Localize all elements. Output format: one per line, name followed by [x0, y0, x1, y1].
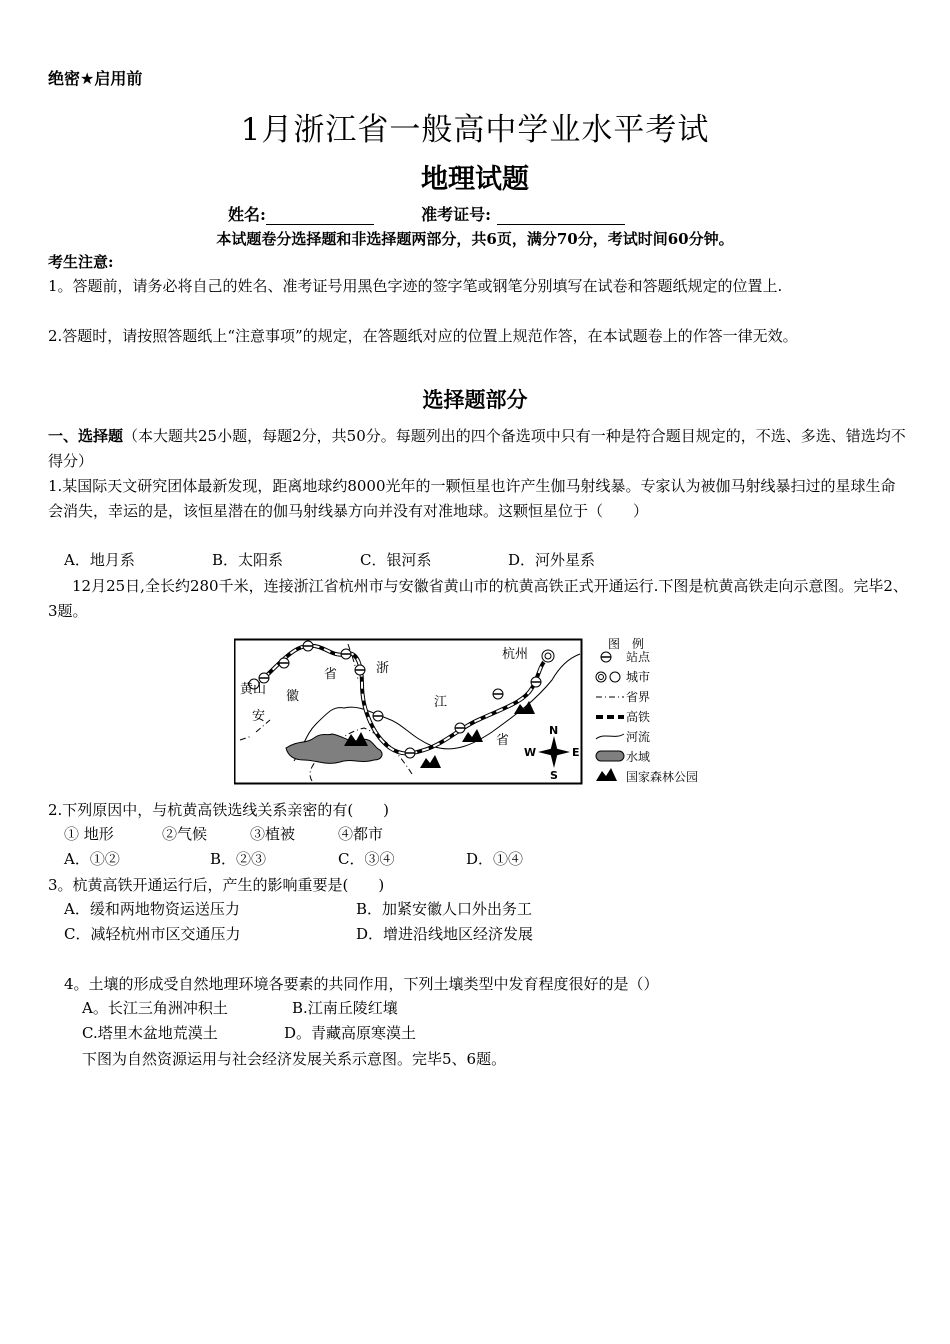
- q3-option-c: C．减轻杭州市区交通压力: [64, 925, 241, 943]
- q3-option-b: B．加紧安徽人口外出务工: [356, 900, 533, 918]
- q1-option-a: A．地月系: [64, 551, 135, 569]
- q1-option-c: C．银河系: [360, 551, 432, 569]
- map-legend: [596, 636, 698, 784]
- exam-title: 1月浙江省一般高中学业水平考试: [240, 112, 710, 148]
- label-zhe: 浙: [376, 661, 390, 676]
- q2-item-4: ④都市: [338, 825, 384, 843]
- question-2: 2.下列原因中，与杭黄高铁选线关系亲密的有( ): [48, 801, 390, 819]
- label-huangshan: 黄山: [240, 682, 267, 697]
- q2-item-3: ③植被: [250, 825, 296, 843]
- notes-title: 考生注意:: [48, 253, 114, 271]
- q2-item-1: ① 地形: [64, 825, 114, 843]
- part-label: 一、选择题: [48, 427, 124, 445]
- label-sheng-1: 省: [324, 667, 338, 682]
- question-3: 3。杭黄高铁开通运行后，产生的影响重要是( ): [48, 876, 385, 894]
- q4-options-row1: [82, 997, 398, 1018]
- q4-option-c: C.塔里木盆地荒漠土: [82, 1024, 218, 1042]
- legend-title: 图 例: [608, 636, 645, 651]
- note-1: 1。答题前，请务必将自己的姓名、准考证号用黑色字迹的签字笔或钢笔分别填写在试卷和答题纸规定的位置上.: [48, 277, 783, 295]
- q2-item-2: ②气候: [162, 825, 208, 843]
- note-2: 2.答题时，请按照答题纸上“注意事项”的规定，在答题纸对应的位置上规范作答，在本试题卷上的作答一律无效。: [48, 327, 798, 345]
- question-4: 4。土壤的形成受自然地理环境各要素的共同作用，下列土壤类型中发育程度很好的是（）: [64, 975, 659, 993]
- city-hangzhou-outer: [542, 650, 554, 662]
- q2-items: [64, 823, 383, 844]
- q2-options: [64, 848, 523, 869]
- passage-resources: 下图为自然资源运用与社会经济发展关系示意图。完毕5、6题。: [82, 1050, 507, 1068]
- q3-option-a: A．缓和两地物资运送压力: [64, 900, 240, 918]
- name-label: 姓名:: [228, 205, 266, 224]
- legend-railway: 高铁: [626, 710, 651, 724]
- q4-option-b: B.江南丘陵红壤: [292, 999, 398, 1017]
- id-blank[interactable]: [497, 208, 625, 225]
- q3-option-d: D．增进沿线地区经济发展: [356, 925, 534, 943]
- part-desc: （本大题共25小题，每题2分，共50分。每题列出的四个备选项中只有一种是符合题目规定的，不选、多选、错选均不得分）: [48, 427, 906, 470]
- q4-option-a: A。长江三角洲冲积土: [82, 999, 228, 1017]
- passage-railway: 12月25日,全长约280千米，连接浙江省杭州市与安徽省黄山市的杭黄高铁正式开通运行.下图是杭黄高铁走向示意图。完毕2、3题。: [48, 577, 908, 620]
- railway-map: [234, 636, 714, 786]
- q1-option-d: D．河外星系: [508, 551, 596, 569]
- name-blank[interactable]: [266, 208, 374, 225]
- compass-s: S: [550, 769, 558, 782]
- legend-water: 水域: [626, 750, 651, 764]
- label-hangzhou: 杭州: [502, 647, 529, 662]
- legend-river: 河流: [626, 730, 651, 744]
- q1-options: [64, 549, 595, 570]
- q3-options-row2: [64, 923, 533, 944]
- name-id-row: [228, 202, 625, 225]
- label-hui: 徽: [286, 689, 300, 704]
- label-jiang: 江: [434, 695, 448, 710]
- section-title: 选择题部分: [422, 387, 528, 412]
- compass-w: W: [524, 746, 537, 759]
- q3-options-row1: [64, 898, 532, 919]
- id-label: 准考证号:: [421, 205, 491, 224]
- q4-option-d: D。青藏高原寒漠土: [284, 1024, 417, 1042]
- label-an: 安: [252, 709, 266, 724]
- q2-option-d: D．①④: [466, 850, 524, 868]
- legend-forest: 国家森林公园: [626, 770, 699, 784]
- question-1: 1.某国际天文研究团体最新发现，距离地球约8000光年的一颗恒星也许产生伽马射线暴。专家认为被伽马射线暴扫过的星球生命会消失，幸运的是，该恒星潜在的伽马射线暴方向并没有对准地球。这颗恒星位于（ ）: [48, 477, 896, 520]
- q4-options-row2: [82, 1022, 416, 1043]
- subject-title: 地理试题: [421, 164, 529, 195]
- legend-city: 城市: [626, 670, 651, 684]
- compass-n: N: [549, 724, 559, 737]
- q2-option-a: A．①②: [64, 850, 120, 868]
- part-instructions: [48, 424, 908, 474]
- q2-option-b: B．②③: [210, 850, 267, 868]
- exam-info: 本试题卷分选择题和非选择题两部分，共6页，满分70分，考试时间60分钟。: [216, 230, 734, 248]
- legend-boundary: 省界: [626, 690, 651, 704]
- compass-e: E: [572, 746, 580, 759]
- legend-station: 站点: [626, 650, 651, 664]
- q2-option-c: C．③④: [338, 850, 395, 868]
- confidential-mark: 绝密★启用前: [48, 69, 143, 88]
- label-sheng-2: 省: [496, 733, 510, 748]
- q1-option-b: B．太阳系: [212, 551, 284, 569]
